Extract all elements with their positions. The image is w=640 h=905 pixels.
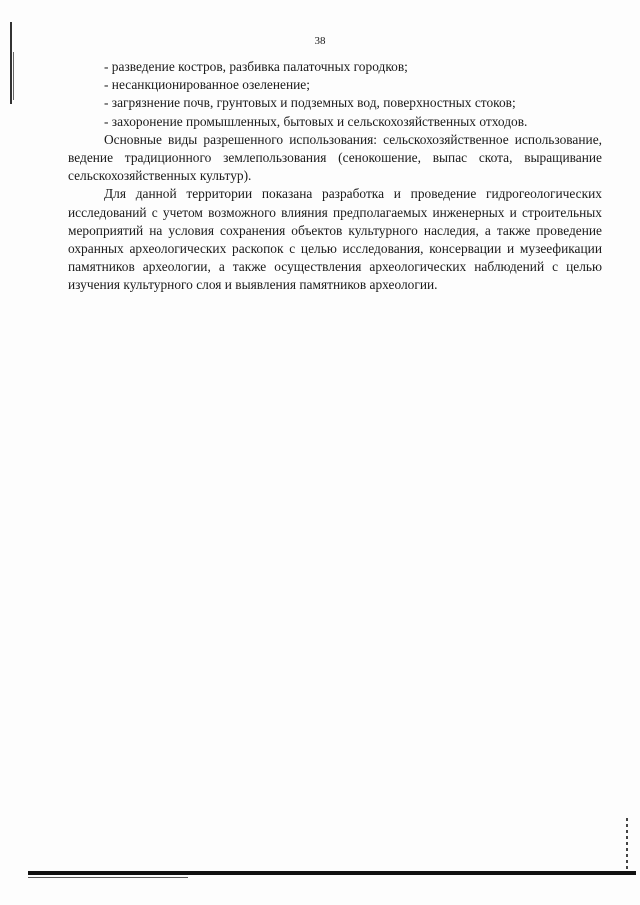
list-item: - загрязнение почв, грунтовых и подземных вод, поверхностных стоков; (104, 95, 516, 111)
page-number: 38 (314, 35, 326, 47)
list-item: - разведение костров, разбивка палаточных городков; (104, 59, 408, 74)
list-item: - несанкционированное озеленение; (104, 77, 310, 93)
paragraph-permitted-use: Основные виды разрешенного использования: сельскохозяйственное использование, ведение традиционного землепользования (сенокошение, выпас скота, выращивание сельскохозяйственных культур). (68, 131, 602, 184)
scan-edge-marks (626, 818, 628, 872)
scan-bottom-edge-secondary (28, 877, 188, 878)
document-body (68, 58, 602, 295)
scan-bottom-edge (28, 871, 636, 875)
paragraph-territory-measures: Для данной территории показана разработка и проведение гидрогеологических исследований с учетом возможного влияния предполагаемых инженерных и строительных мероприятий на условия сохранения объектов культурного наследия, а также проведение охранных археологических раскопок с целью исследования, консервации и музеефикации памятников археологии, а также осуществления археологических наблюдений с целью изучения культурного слоя и выявления памятников археологии. (68, 186, 602, 293)
list-item: - захоронение промышленных, бытовых и сельскохозяйственных отходов. (104, 113, 528, 129)
scan-margin-mark-secondary (13, 52, 14, 100)
